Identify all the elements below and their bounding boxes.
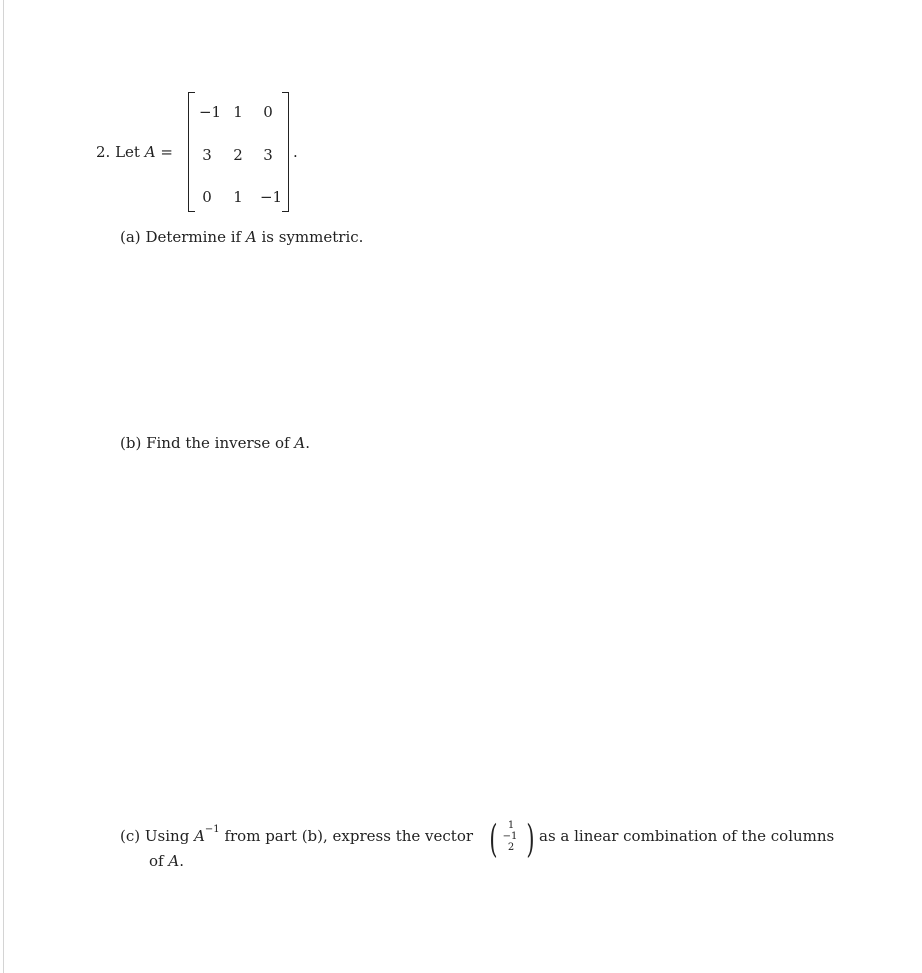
inverse-exponent: −1 — [204, 824, 220, 835]
part-c-text-mid: from part (b), express the vector — [224, 827, 474, 845]
matrix-cell: −1 — [259, 188, 283, 206]
part-a — [120, 228, 363, 246]
part-b-var: A — [294, 434, 306, 452]
vector-left-paren: ( — [489, 817, 498, 861]
part-b-text: Find the inverse of — [146, 434, 290, 452]
statement-period: . — [293, 143, 298, 161]
part-c-tail: as a linear combination of the columns — [539, 827, 835, 845]
vector-entry: −1 — [502, 831, 518, 842]
part-c — [120, 824, 474, 845]
page-left-border — [3, 0, 4, 973]
problem-number: 2. — [96, 143, 111, 161]
matrix-cell: 1 — [233, 188, 243, 206]
matrix-cell: −1 — [198, 103, 222, 121]
part-c-line2-var: A — [168, 852, 180, 870]
matrix-cell: 0 — [202, 188, 212, 206]
part-b — [120, 434, 310, 452]
part-a-var: A — [245, 228, 257, 246]
part-a-text: Determine if — [145, 228, 242, 246]
vector-entry: 1 — [507, 820, 515, 831]
part-c-line2 — [149, 852, 184, 870]
matrix-name: A — [144, 143, 156, 161]
part-c-using: Using — [144, 827, 190, 845]
problem-intro: Let — [115, 143, 140, 161]
part-a-label: (a) — [120, 228, 141, 246]
matrix-cell: 3 — [202, 146, 212, 164]
part-c-var: A — [194, 827, 205, 845]
equals-sign: = — [160, 143, 173, 161]
matrix-cell: 1 — [233, 103, 243, 121]
part-a-text-after: is symmetric. — [261, 228, 364, 246]
matrix-cell: 3 — [263, 146, 273, 164]
part-b-label: (b) — [120, 434, 142, 452]
part-c-label: (c) — [120, 827, 141, 845]
vector-right-paren: ) — [526, 817, 535, 861]
matrix-cell: 0 — [263, 103, 273, 121]
vector-entry: 2 — [507, 842, 515, 853]
part-c-line2-text: of — [149, 852, 164, 870]
problem-statement — [96, 143, 173, 161]
part-b-text-after: . — [305, 434, 310, 452]
part-c-line2-after: . — [179, 852, 184, 870]
matrix-cell: 2 — [233, 146, 243, 164]
